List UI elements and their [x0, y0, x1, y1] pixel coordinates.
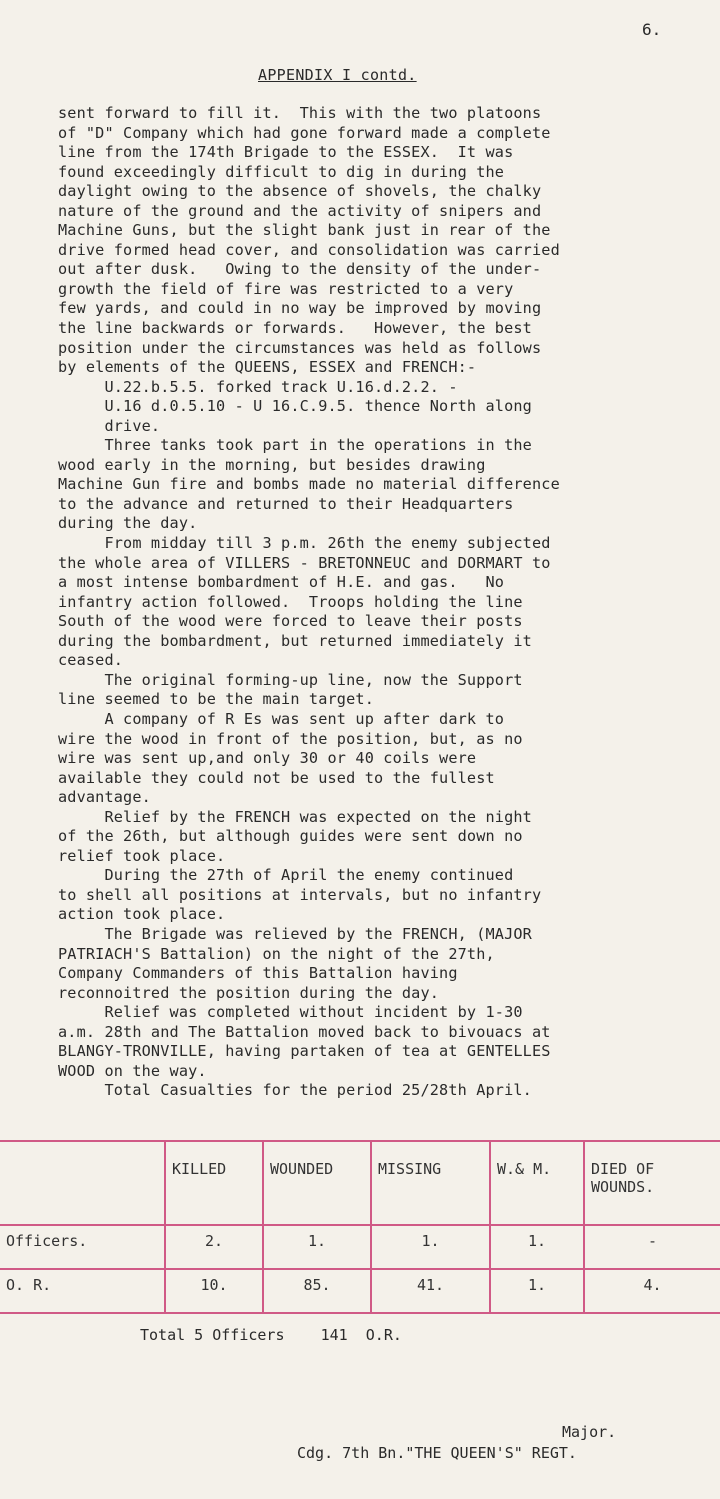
body-line: of "D" Company which had gone forward made a complete: [58, 123, 551, 142]
body-line: From midday till 3 p.m. 26th the enemy subjected: [58, 534, 551, 553]
body-line: Relief was completed without incident by 1-30: [58, 1003, 523, 1022]
cell-died-of-wounds: 4.: [584, 1269, 720, 1313]
narrative-text: [58, 104, 718, 1101]
body-line: sent forward to fill it. This with the two platoons: [58, 104, 542, 122]
body-line: Machine Guns, but the slight bank just in rear of the: [58, 221, 551, 240]
cell-wounded: 1.: [263, 1225, 371, 1269]
header-cell-blank: [0, 1141, 165, 1225]
body-line: During the 27th of April the enemy continued: [58, 866, 514, 885]
body-line: PATRIACH'S Battalion) on the night of the 27th,: [58, 944, 495, 963]
body-line: Three tanks took part in the operations in the: [58, 436, 532, 455]
body-line: Relief by the FRENCH was expected on the night: [58, 807, 532, 826]
header-killed: KILLED: [165, 1141, 263, 1225]
row-label: O. R.: [0, 1269, 165, 1313]
cell-wounded-missing: 1.: [490, 1225, 584, 1269]
body-line: during the day.: [58, 514, 198, 533]
body-line: nature of the ground and the activity of snipers and: [58, 201, 542, 220]
body-line: wood early in the morning, but besides drawing: [58, 455, 486, 474]
body-line: U.22.b.5.5. forked track U.16.d.2.2. -: [58, 377, 458, 396]
body-line: The original forming-up line, now the Support: [58, 670, 523, 689]
body-line: daylight owing to the absence of shovels, the chalky: [58, 182, 542, 201]
body-line: of the 26th, but although guides were sent down no: [58, 827, 523, 846]
table-row: [0, 1269, 720, 1313]
body-line: infantry action followed. Troops holding the line: [58, 592, 523, 611]
body-line: wire was sent up,and only 30 or 40 coils were: [58, 749, 477, 768]
body-line: a.m. 28th and The Battalion moved back to bivouacs at: [58, 1022, 551, 1041]
body-line: The Brigade was relieved by the FRENCH, (MAJOR: [58, 924, 532, 943]
body-line: found exceedingly difficult to dig in during the: [58, 162, 505, 181]
body-line: during the bombardment, but returned immediately it: [58, 631, 532, 650]
body-line: position under the circumstances was held as follows: [58, 338, 542, 357]
body-line: drive.: [58, 416, 161, 435]
body-line: few yards, and could in no way be improved by moving: [58, 299, 542, 318]
cell-killed: 10.: [165, 1269, 263, 1313]
page-number: 6.: [642, 20, 662, 39]
header-missing: MISSING: [371, 1141, 490, 1225]
cell-missing: 41.: [371, 1269, 490, 1313]
body-line: available they could not be used to the fullest: [58, 768, 495, 787]
body-line: BLANGY-TRONVILLE, having partaken of tea at GENTELLES: [58, 1042, 551, 1061]
table-row: [0, 1225, 720, 1269]
table-header-row: [0, 1141, 720, 1225]
body-line: wire the wood in front of the position, but, as no: [58, 729, 523, 748]
body-line: Machine Gun fire and bombs made no material difference: [58, 475, 560, 494]
body-line: U.16 d.0.5.10 - U 16.C.9.5. thence North along: [58, 397, 532, 416]
cell-wounded: 85.: [263, 1269, 371, 1313]
body-line: Company Commanders of this Battalion having: [58, 964, 458, 983]
body-line: line from the 174th Brigade to the ESSEX. It was: [58, 143, 514, 162]
appendix-heading: APPENDIX I contd.: [258, 66, 417, 84]
body-line: relief took place.: [58, 846, 226, 865]
cell-died-of-wounds: -: [584, 1225, 720, 1269]
body-line: by elements of the QUEENS, ESSEX and FRENCH:-: [58, 358, 477, 377]
cell-killed: 2.: [165, 1225, 263, 1269]
signature-title: Cdg. 7th Bn."THE QUEEN'S" REGT.: [297, 1444, 577, 1462]
header-died-of-wounds: DIED OF WOUNDS.: [584, 1141, 720, 1225]
header-wounded: WOUNDED: [263, 1141, 371, 1225]
body-line: line seemed to be the main target.: [58, 690, 374, 709]
body-line: reconnoitred the position during the day.: [58, 983, 440, 1002]
body-line: Total Casualties for the period 25/28th April.: [58, 1081, 532, 1100]
casualties-table: [0, 1140, 720, 1314]
body-line: the whole area of VILLERS - BRETONNEUC and DORMART to: [58, 553, 551, 572]
signature-rank: Major.: [562, 1423, 617, 1441]
cell-wounded-missing: 1.: [490, 1269, 584, 1313]
total-casualties-line: Total 5 Officers 141 O.R.: [140, 1326, 402, 1344]
body-line: a most intense bombardment of H.E. and gas. No: [58, 573, 505, 592]
body-line: action took place.: [58, 905, 226, 924]
body-line: WOOD on the way.: [58, 1061, 207, 1080]
body-line: to shell all positions at intervals, but no infantry: [58, 885, 542, 904]
body-line: advantage.: [58, 788, 151, 807]
body-line: A company of R Es was sent up after dark to: [58, 709, 505, 728]
body-line: to the advance and returned to their Headquarters: [58, 494, 514, 513]
body-line: the line backwards or forwards. However, the best: [58, 319, 532, 338]
row-label: Officers.: [0, 1225, 165, 1269]
cell-missing: 1.: [371, 1225, 490, 1269]
body-line: South of the wood were forced to leave their posts: [58, 612, 523, 631]
body-line: growth the field of fire was restricted to a very: [58, 279, 514, 298]
body-line: out after dusk. Owing to the density of the under-: [58, 260, 542, 279]
body-line: drive formed head cover, and consolidation was carried: [58, 240, 560, 259]
header-wounded-missing: W.& M.: [490, 1141, 584, 1225]
body-line: ceased.: [58, 651, 124, 670]
